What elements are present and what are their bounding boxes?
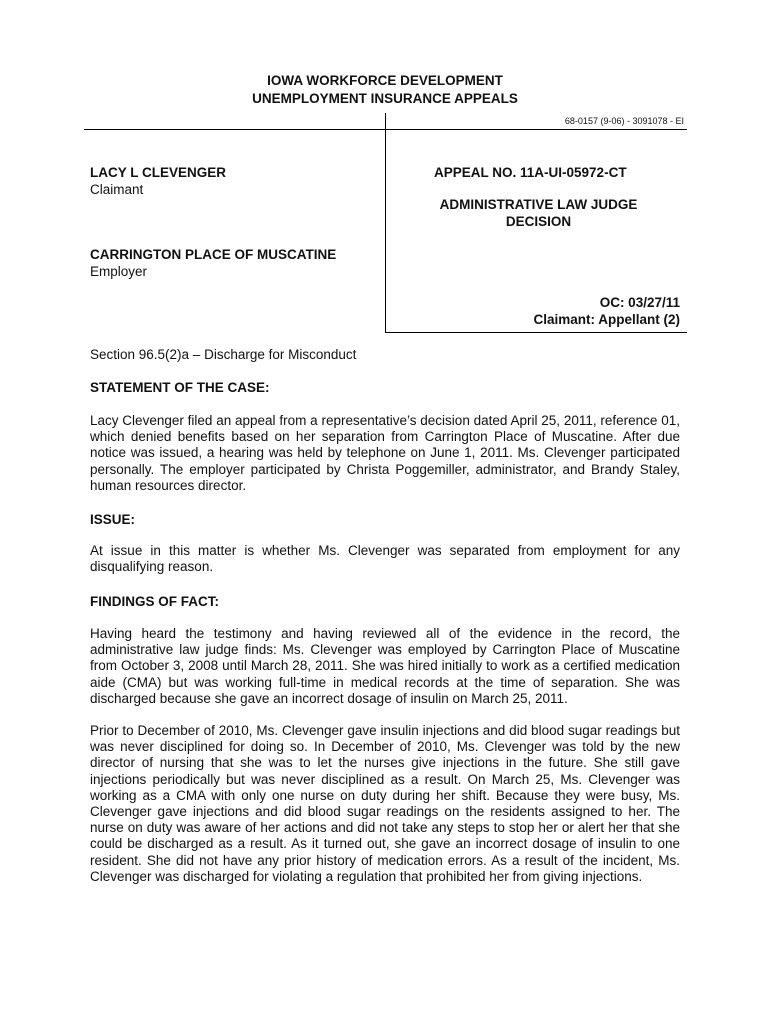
employer-block [90, 246, 336, 280]
findings-paragraph-1: Having heard the testimony and having reviewed all of the evidence in the record, the administrative law judge finds: Ms. Clevenger was employed by Carrington Place of Muscatine from October 3, 2008 until March 28, 2011. She was hired initially to work as a certified medication aide (CMA) but was working full-time in medical records at the time of separation. She was discharged because she gave an incorrect dosage of insulin on March 25, 2011. [90, 626, 680, 706]
claimant-label: Claimant [90, 182, 144, 197]
employer-label: Employer [90, 264, 148, 279]
findings-heading: FINDINGS OF FACT: [90, 594, 219, 609]
form-code: 68-0157 (9-06) - 3091078 - EI [564, 116, 684, 126]
column-divider [385, 113, 386, 332]
issue-text: At issue in this matter is whether Ms. Clevenger was separated from employment for any disqualifying reason. [90, 543, 680, 575]
section-reference: Section 96.5(2)a – Discharge for Misconduct [90, 347, 357, 362]
decision-title [420, 196, 657, 230]
claimant-status: Claimant: Appellant (2) [533, 312, 680, 327]
decision-title-line1: ADMINISTRATIVE LAW JUDGE [439, 197, 638, 212]
issue-heading: ISSUE: [90, 512, 136, 527]
employer-name: CARRINGTON PLACE OF MUSCATINE [90, 247, 337, 262]
agency-title: IOWA WORKFORCE DEVELOPMENT [267, 73, 503, 88]
findings-paragraph-2: Prior to December of 2010, Ms. Clevenger gave insulin injections and did blood sugar readings but was never disciplined for doing so. In December of 2010, Ms. Clevenger was told by the new director of nursing that she was to let the nurses give injections in the future. She still gave injections periodically but was never disciplined as a result. On March 25, Ms. Clevenger was working as a CMA with only one nurse on duty during her shift. Because they were busy, Ms. Clevenger gave injections and did blood sugar readings on the residents assigned to her. The nurse on duty was aware of her actions and did not take any steps to stop her or alert her that she could be discharged as a result. As it turned out, she gave an incorrect dosage of insulin to one resident. She did not have any prior history of medication errors. As a result of the incident, Ms. Clevenger was discharged for violating a regulation that prohibited her from giving injections. [90, 723, 680, 884]
oc-date: OC: 03/27/11 [599, 295, 680, 310]
appeal-number: APPEAL NO. 11A-UI-05972-CT [434, 165, 627, 180]
decision-title-line2: DECISION [505, 214, 572, 229]
bottom-rule [385, 332, 687, 333]
claimant-block [90, 164, 226, 198]
statement-text: Lacy Clevenger filed an appeal from a representative’s decision dated April 25, 2011, reference 01, which denied benefits based on her separation from Carrington Place of Muscatine. After due notice was issued, a hearing was held by telephone on June 1, 2011. Ms. Clevenger participated personally. The employer participated by Christa Poggemiller, administrator, and Brandy Staley, human resources director. [90, 413, 680, 493]
claimant-name: LACY L CLEVENGER [90, 165, 227, 180]
statement-heading: STATEMENT OF THE CASE: [90, 380, 270, 395]
division-title: UNEMPLOYMENT INSURANCE APPEALS [252, 91, 518, 106]
